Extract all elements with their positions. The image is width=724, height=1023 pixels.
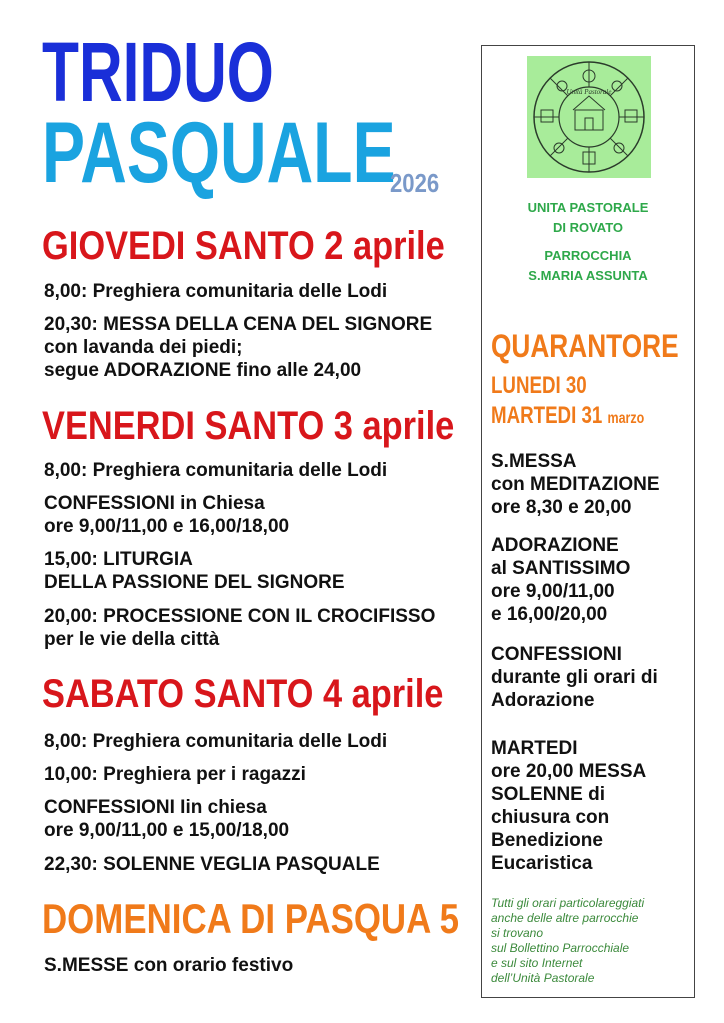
quarantore-day2-label: MARTEDI 31 — [491, 402, 603, 429]
event-sabato-lodi: 8,00: Preghiera comunitaria delle Lodi — [44, 731, 388, 752]
quarantore-day1: LUNEDI 30 — [491, 372, 587, 399]
quarantore-day2 — [491, 402, 644, 433]
quarantore-month: marzo — [607, 410, 645, 427]
sidebar-note: Tutti gli orari particolareggiati anche delle altre parrocchie si trovano sul Bollettino Parrocchiale e sul sito Internet dell’Unità Pastorale — [491, 896, 645, 985]
event-venerdi-confessioni: CONFESSIONI in Chiesa ore 9,00/11,00 e 16,00/18,00 — [44, 493, 290, 537]
sidebar-martedi-block: MARTEDI ore 20,00 MESSA SOLENNE di chiusura con Benedizione Eucaristica — [491, 738, 647, 874]
svg-text:Unità Pastorale: Unità Pastorale — [566, 88, 612, 96]
event-venerdi-liturgia: 15,00: LITURGIA DELLA PASSIONE DEL SIGNORE — [44, 549, 345, 593]
org-parrocchia: PARROCCHIA S.MARIA ASSUNTA — [528, 248, 648, 283]
year-label: 2026 — [390, 168, 440, 198]
day-heading-sabato: SABATO SANTO 4 aprile — [42, 672, 444, 716]
sidebar-messa-block: S.MESSA con MEDITAZIONE ore 8,30 e 20,00 — [491, 451, 660, 518]
sidebar-adorazione-block: ADORAZIONE al SANTISSIMO ore 9,00/11,00 e 16,00/20,00 — [491, 535, 631, 625]
day-heading-venerdi: VENERDI SANTO 3 aprile — [42, 404, 455, 448]
title-triduo: TRIDUO — [42, 25, 274, 119]
event-venerdi-lodi: 8,00: Preghiera comunitaria delle Lodi — [44, 460, 388, 481]
org-unita-pastorale: UNITA PASTORALE DI ROVATO — [527, 200, 649, 235]
event-venerdi-processione: 20,00: PROCESSIONE CON IL CROCIFISSO per le vie della città — [44, 606, 436, 650]
title-pasquale: PASQUALE — [42, 105, 396, 201]
event-sabato-veglia: 22,30: SOLENNE VEGLIA PASQUALE — [44, 854, 380, 875]
parish-seal-logo-icon — [527, 56, 651, 178]
event-giovedi-messa: 20,30: MESSA DELLA CENA DEL SIGNORE con lavanda dei piedi; segue ADORAZIONE fino alle 24,00 — [44, 314, 433, 381]
sidebar-confessioni-block: CONFESSIONI durante gli orari di Adorazione — [491, 644, 658, 711]
event-sabato-confessioni: CONFESSIONI Iin chiesa ore 9,00/11,00 e 15,00/18,00 — [44, 797, 290, 841]
sidebar-panel — [481, 45, 695, 998]
event-domenica-messe: S.MESSE con orario festivo — [44, 955, 294, 976]
quarantore-title: QUARANTORE — [491, 328, 679, 364]
day-heading-giovedi: GIOVEDI SANTO 2 aprile — [42, 224, 445, 268]
event-giovedi-lodi: 8,00: Preghiera comunitaria delle Lodi — [44, 281, 388, 302]
day-heading-domenica: DOMENICA DI PASQUA 5 — [42, 895, 460, 942]
event-sabato-ragazzi: 10,00: Preghiera per i ragazzi — [44, 764, 306, 785]
